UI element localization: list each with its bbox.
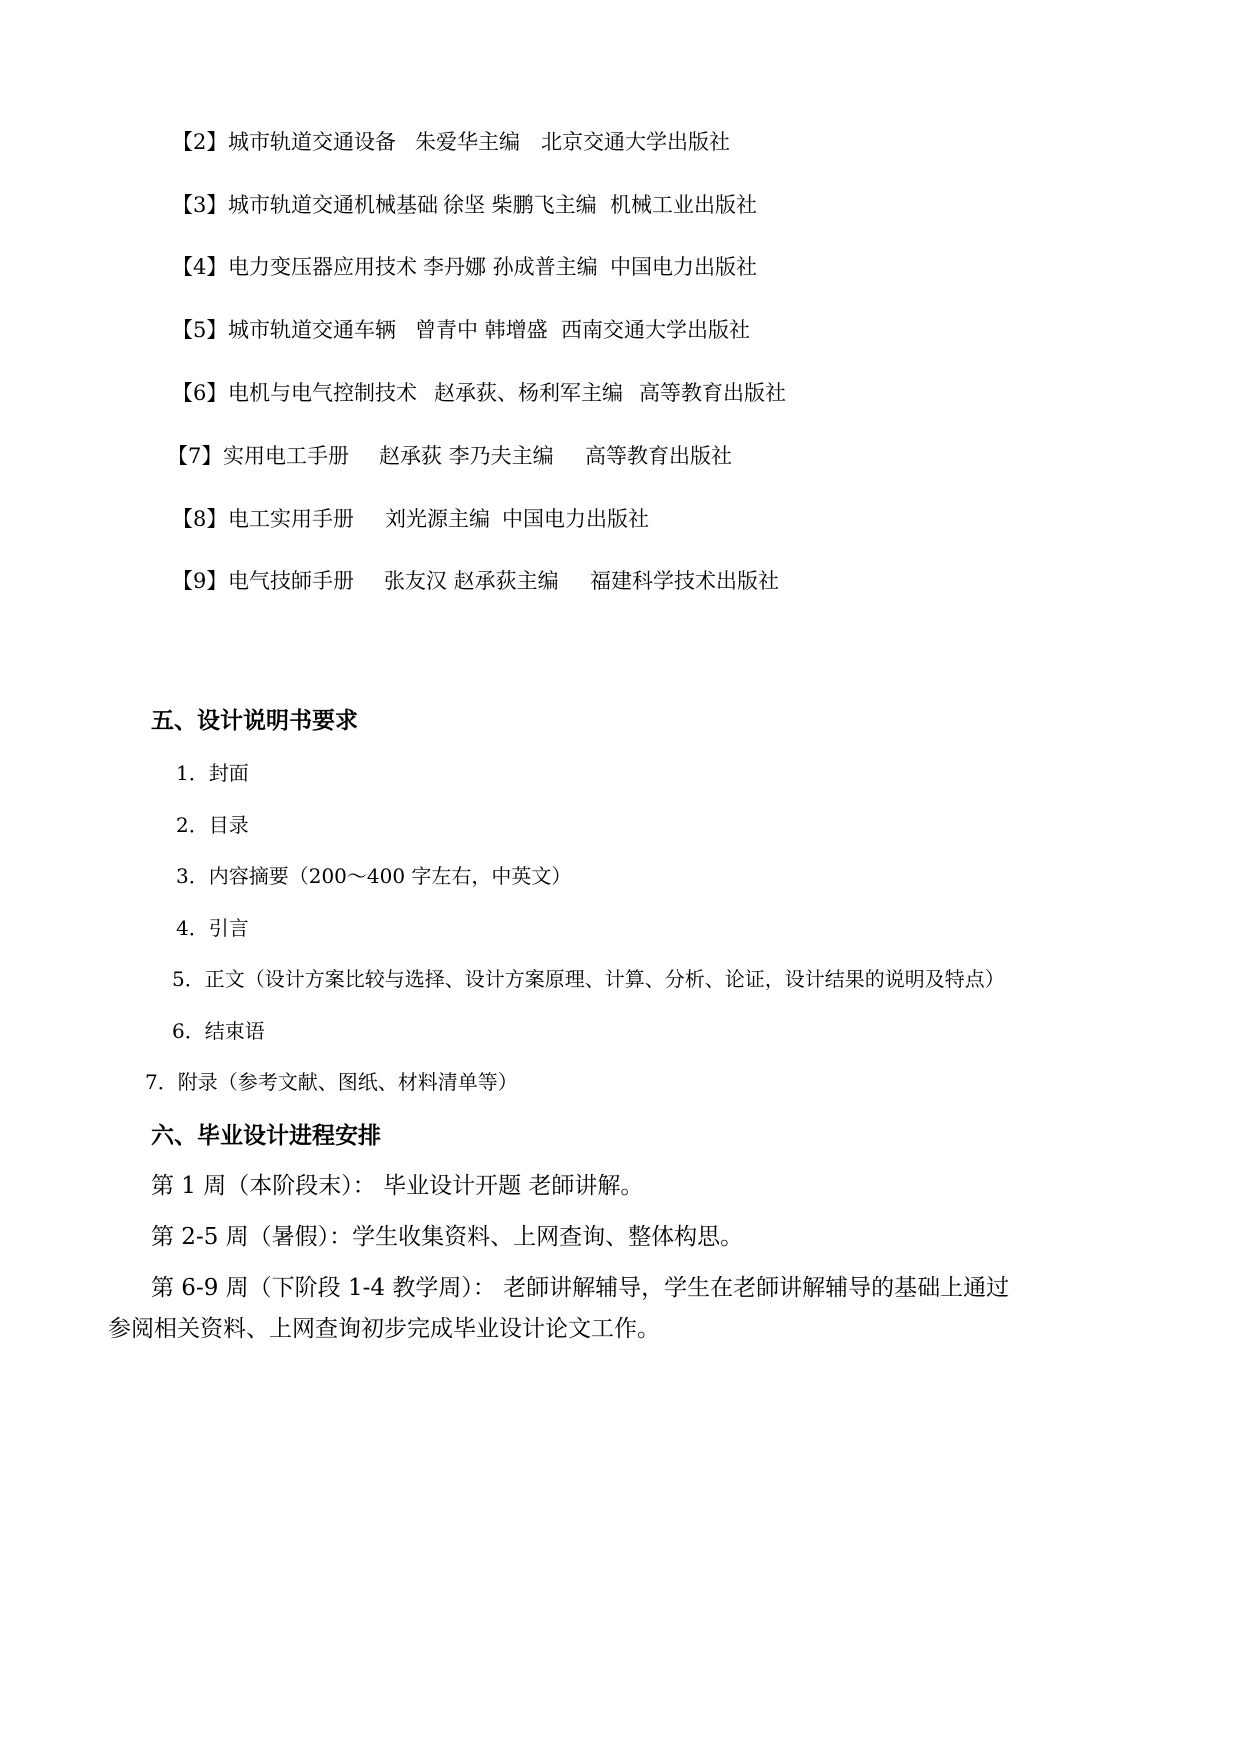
reference-item <box>172 569 779 593</box>
reference-number: 【2】 <box>172 130 228 154</box>
reference-publisher: 高等教育出版社 <box>585 444 732 468</box>
reference-title: 城市轨道交通车辆 <box>228 318 396 342</box>
list-item: 6．结束语 <box>172 1019 265 1043</box>
reference-number: 【8】 <box>172 507 228 531</box>
reference-author: 赵承荻、杨利军主编 <box>434 381 623 405</box>
reference-title: 电机与电气控制技术 <box>228 381 417 405</box>
schedule-line: 第 2-5 周（暑假）：学生收集资料、上网查询、整体构思。 <box>151 1224 744 1250</box>
reference-item <box>172 507 649 531</box>
reference-item <box>167 444 732 468</box>
list-item: 5．正文（设计方案比较与选择、设计方案原理、计算、分析、论证，设计结果的说明及特点） <box>172 967 1005 991</box>
reference-number: 【9】 <box>172 569 228 593</box>
reference-author: 刘光源主编 <box>385 507 490 531</box>
reference-publisher: 高等教育出版社 <box>639 381 786 405</box>
reference-title: 电工实用手册 <box>228 507 354 531</box>
list-item: 3．内容摘要（200～400 字左右，中英文） <box>176 864 572 888</box>
reference-publisher: 福建科学技术出版社 <box>590 569 779 593</box>
reference-publisher: 机械工业出版社 <box>610 193 757 217</box>
reference-number: 【6】 <box>172 381 228 405</box>
schedule-line: 第 6-9 周（下阶段 1-4 教学周）： 老師讲解辅导，学生在老師讲解辅导的基础上通过 <box>151 1275 1010 1301</box>
list-item: 7．附录（参考文献、图纸、材料清单等） <box>145 1070 518 1094</box>
reference-author: 李丹娜 孙成普主编 <box>423 255 598 279</box>
reference-author: 朱爱华主编 <box>415 130 520 154</box>
list-item: 4．引言 <box>176 916 249 940</box>
list-item: 2．目录 <box>176 813 249 837</box>
reference-author: 徐坚 柴鹏飞主编 <box>443 193 597 217</box>
reference-author: 曾青中 韩增盛 <box>415 318 548 342</box>
reference-title: 城市轨道交通设备 <box>228 130 396 154</box>
section-heading-design-spec: 五、设计说明书要求 <box>151 707 358 734</box>
reference-publisher: 西南交通大学出版社 <box>561 318 750 342</box>
reference-item <box>172 255 757 279</box>
reference-number: 【5】 <box>172 318 228 342</box>
reference-number: 【3】 <box>172 193 228 217</box>
reference-item <box>172 130 730 154</box>
section-heading-schedule: 六、毕业设计进程安排 <box>151 1122 381 1149</box>
reference-publisher: 中国电力出版社 <box>502 507 649 531</box>
schedule-line: 第 1 周（本阶段末）： 毕业设计开题 老師讲解。 <box>151 1173 644 1199</box>
reference-item <box>172 381 786 405</box>
reference-publisher: 中国电力出版社 <box>610 255 757 279</box>
reference-publisher: 北京交通大学出版社 <box>541 130 730 154</box>
reference-title: 电气技師手册 <box>228 569 354 593</box>
reference-title: 实用电工手册 <box>223 444 349 468</box>
reference-item <box>172 193 757 217</box>
reference-author: 赵承荻 李乃夫主编 <box>379 444 554 468</box>
reference-number: 【7】 <box>167 444 223 468</box>
schedule-line: 参阅相关资料、上网查询初步完成毕业设计论文工作。 <box>108 1316 660 1342</box>
reference-author: 张友汉 赵承荻主编 <box>384 569 559 593</box>
list-item: 1．封面 <box>176 761 249 785</box>
reference-item <box>172 318 750 342</box>
reference-title: 电力变压器应用技术 <box>228 255 417 279</box>
reference-title: 城市轨道交通机械基础 <box>228 193 438 217</box>
reference-number: 【4】 <box>172 255 228 279</box>
